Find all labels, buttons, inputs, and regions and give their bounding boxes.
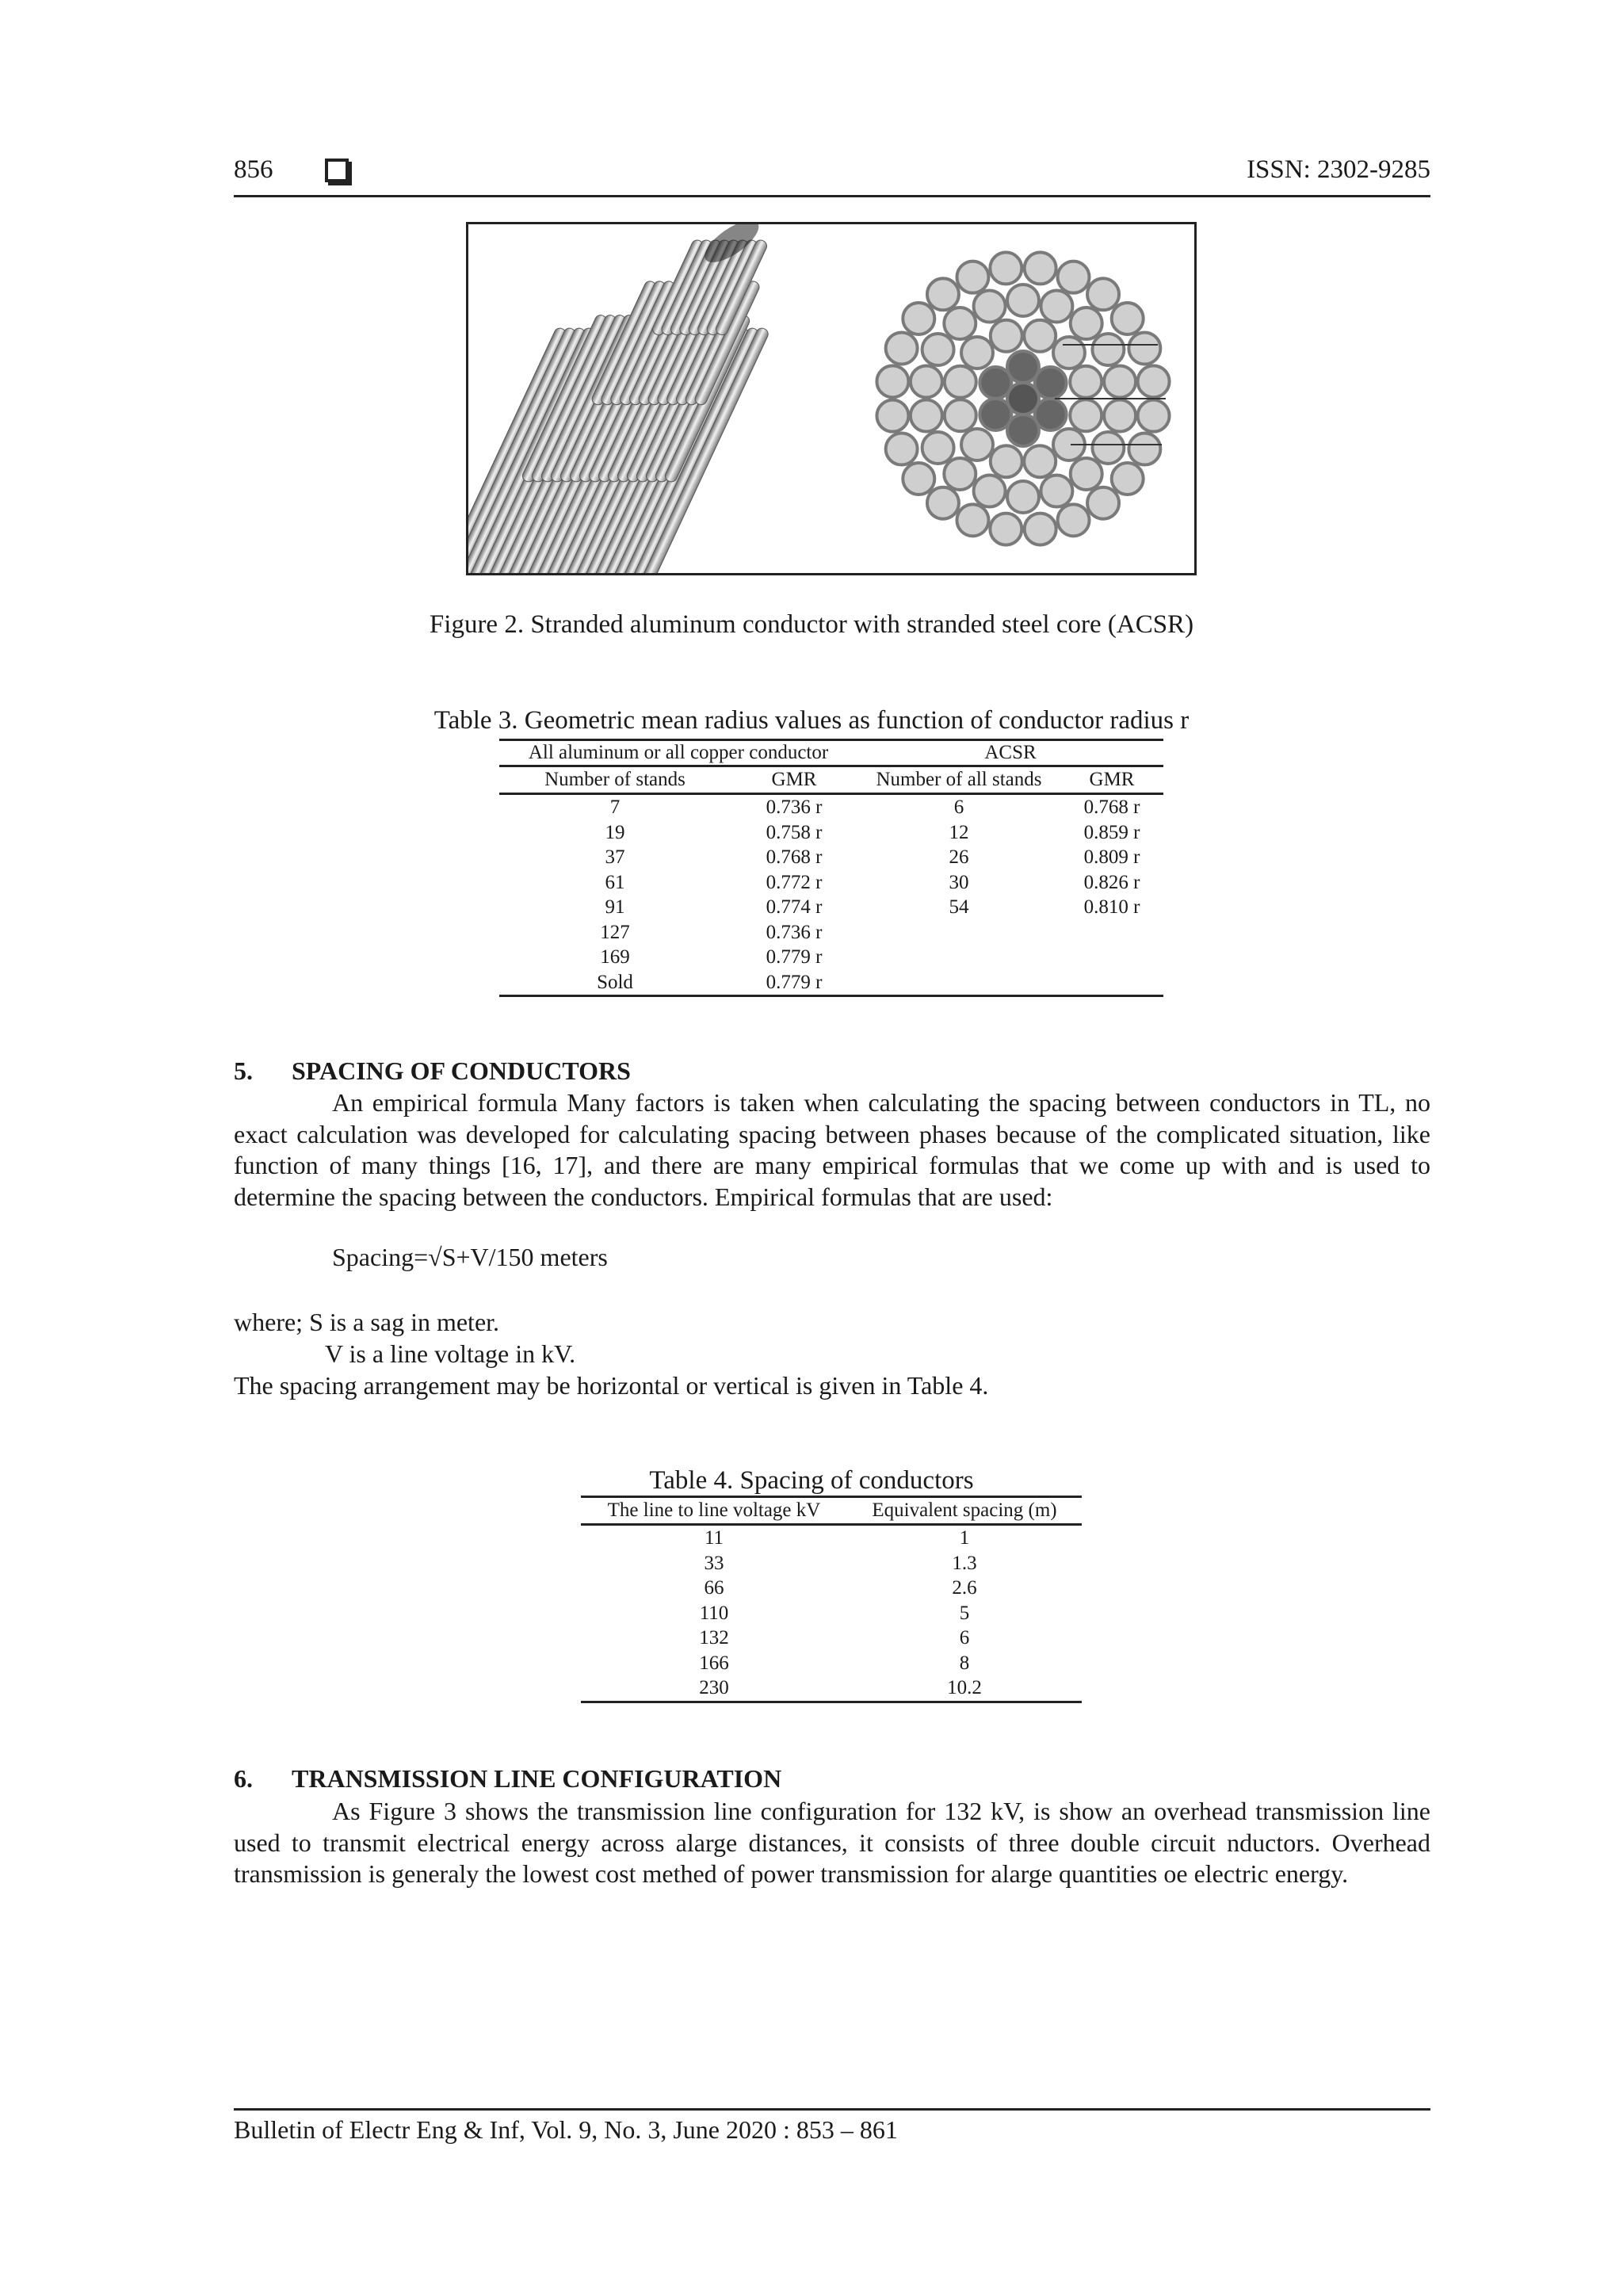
table-3-row	[499, 820, 1163, 846]
table-4-row	[581, 1601, 1082, 1626]
strand-circle	[922, 432, 954, 464]
strand-circle	[1128, 434, 1160, 465]
strand-circle	[1058, 504, 1090, 536]
table-cell: 1.3	[952, 1552, 977, 1574]
table-cell: 10.2	[947, 1677, 982, 1698]
strand-circle	[1104, 365, 1136, 397]
table-cell: 0.779 r	[766, 971, 823, 993]
strand-circle	[945, 366, 976, 398]
table-cell: 0.736 r	[766, 797, 823, 818]
table-3-column-header: Number of stands	[499, 766, 731, 794]
table-cell: 0.779 r	[766, 946, 823, 968]
table-cell: 37	[605, 846, 625, 868]
page-header	[234, 155, 1430, 197]
table-cell: 54	[949, 896, 969, 918]
strand-circle	[990, 514, 1022, 545]
strand-circle	[911, 365, 942, 397]
strand-circle	[876, 400, 908, 432]
acsr-illustration	[468, 224, 1194, 573]
table-cell: 230	[699, 1677, 729, 1698]
strand-circle	[1007, 481, 1039, 513]
strand-circle	[1071, 308, 1102, 339]
strand-circle	[944, 308, 976, 339]
issn: ISSN: 2302-9285	[1247, 155, 1430, 184]
strand-circle	[957, 262, 988, 293]
strand-circle	[1007, 285, 1039, 316]
figure-2-caption: Figure 2. Stranded aluminum conductor with stranded steel core (ACSR)	[429, 610, 1194, 639]
strand-circle	[1087, 487, 1119, 519]
table-cell: 0.758 r	[766, 821, 823, 843]
strand-circle	[1112, 303, 1144, 334]
strand-circle	[927, 487, 959, 519]
table-cell: 0.768 r	[1083, 797, 1140, 818]
strand-circle	[974, 290, 1006, 322]
table-cell: 6	[953, 797, 964, 818]
strand-circle	[1087, 278, 1119, 310]
strand-circle	[990, 252, 1022, 284]
strand-circle	[1035, 367, 1067, 399]
table-3-column-header: Number of all stands	[857, 766, 1060, 794]
strand-circle	[991, 445, 1022, 477]
table-4-row	[581, 1675, 1082, 1702]
table-cell: 132	[699, 1627, 729, 1648]
table-3-row	[499, 920, 1163, 946]
strand-circle	[1092, 432, 1124, 464]
strand-circle	[974, 476, 1006, 507]
section-5-number: 5.	[234, 1056, 253, 1085]
table-3-row	[499, 870, 1163, 896]
table-3-row	[499, 845, 1163, 870]
table-4-row	[581, 1576, 1082, 1601]
table-cell: 0.826 r	[1083, 871, 1140, 893]
strand-circle	[886, 434, 918, 465]
table-cell: 2.6	[952, 1577, 977, 1599]
strand-circle	[1138, 400, 1170, 432]
table-cell	[857, 945, 1060, 970]
section-6-paragraph: As Figure 3 shows the transmission line configuration for 132 kV, is show an overhead transmission line used to transmit electrical energy across alarge distances, it consists of three double circuit nductors. Overhead transmission is generaly the lowest cost methed of power transmission for alarge quantities oe electric energy.	[234, 1797, 1430, 1888]
table-3-row	[499, 794, 1163, 820]
section-6-title: TRANSMISSION LINE CONFIGURATION	[292, 1764, 782, 1793]
spacing-formula: Spacing=√S+V/150 meters	[332, 1243, 608, 1271]
table-cell	[1060, 970, 1163, 996]
table-cell: 12	[949, 821, 969, 843]
table-4-row	[581, 1525, 1082, 1551]
strand-circle	[927, 278, 959, 310]
strand-circle	[1058, 262, 1090, 293]
section-6-number: 6.	[234, 1764, 253, 1793]
table-cell: 5	[959, 1602, 970, 1624]
section-5-heading	[234, 1056, 631, 1086]
strand-circle	[1071, 458, 1102, 490]
table-4	[581, 1496, 1082, 1703]
table-3-row	[499, 945, 1163, 970]
table-cell: 169	[600, 946, 630, 968]
table-cell: 26	[949, 846, 969, 868]
table-3-column-header: GMR	[731, 766, 857, 794]
strand-circle	[1025, 252, 1056, 284]
strand-circle	[1092, 334, 1124, 365]
table-3-column-header: GMR	[1060, 766, 1163, 794]
cable-cross-section	[876, 252, 1169, 544]
figure-2-acsr-image	[466, 222, 1197, 575]
table-cell: 0.810 r	[1083, 896, 1140, 918]
table-cell: 1	[959, 1527, 970, 1549]
table-cell: Sold	[597, 971, 633, 993]
table-cell	[1060, 920, 1163, 946]
strand-circle	[1025, 514, 1056, 545]
table-cell: 0.736 r	[766, 921, 823, 943]
table-cell: 91	[605, 896, 625, 918]
strand-circle	[1024, 320, 1056, 352]
table-4-column-header: The line to line voltage kV	[581, 1497, 847, 1525]
table-cell: 0.809 r	[1083, 846, 1140, 868]
table-3	[499, 739, 1163, 997]
strand-circle	[1138, 365, 1170, 397]
where-line: where; S is a sag in meter.	[234, 1308, 500, 1336]
strand-circle	[876, 365, 908, 397]
strand-circle	[944, 458, 976, 490]
strand-circle	[911, 400, 942, 432]
table-cell: 11	[704, 1527, 724, 1549]
strand-circle	[991, 320, 1022, 352]
table-3-row	[499, 970, 1163, 996]
page-footer: Bulletin of Electr Eng & Inf, Vol. 9, No. 3, June 2020 : 853 – 861	[234, 2108, 1430, 2145]
strand-circle	[957, 504, 988, 536]
table-cell: 8	[959, 1652, 970, 1674]
section-6-heading	[234, 1764, 781, 1794]
square-bullet-icon	[325, 159, 349, 182]
strand-circle	[1070, 366, 1102, 398]
table-4-row	[581, 1626, 1082, 1651]
strand-circle	[961, 429, 993, 460]
strand-circle	[922, 334, 954, 365]
strand-circle	[1070, 399, 1102, 431]
strand-layer	[651, 224, 769, 337]
table-cell: 7	[609, 797, 621, 818]
table-cell: 6	[959, 1627, 970, 1648]
table-3-caption: Table 3. Geometric mean radius values as function of conductor radius r	[433, 706, 1190, 735]
table-4-column-header: Equivalent spacing (m)	[847, 1497, 1082, 1525]
table-cell	[857, 920, 1060, 946]
strand-circle	[903, 463, 934, 495]
strand-circle	[961, 337, 993, 369]
page-number: 856	[234, 155, 273, 184]
stranded-cable-perspective	[468, 224, 769, 573]
table-cell: 0.772 r	[766, 871, 823, 893]
table-3-row	[499, 895, 1163, 920]
table-cell: 0.774 r	[766, 896, 823, 918]
strand-circle	[1041, 290, 1072, 322]
table-cell: 127	[600, 921, 630, 943]
strand-circle	[1053, 337, 1085, 369]
section-5-title: SPACING OF CONDUCTORS	[292, 1056, 631, 1085]
strand-circle	[1024, 445, 1056, 477]
table-4-row	[581, 1651, 1082, 1676]
table-4-row	[581, 1551, 1082, 1576]
table-cell: 0.768 r	[766, 846, 823, 868]
table-cell: 33	[704, 1552, 724, 1574]
table-cell: 30	[949, 871, 969, 893]
strand-circle	[1112, 463, 1144, 495]
strand-circle	[980, 399, 1011, 430]
table-cell	[857, 970, 1060, 996]
strand-circle	[903, 303, 934, 334]
strand-circle	[945, 399, 976, 431]
section-5-paragraph: An empirical formula Many factors is taken when calculating the spacing between conductors in TL, no exact calculation was developed for calculating spacing between phases because of the complicated situation, like function of many things [16, 17], and there are many empirical formulas that we come up with and is used to determine the spacing between the conductors. Empirical formulas that are used:	[234, 1088, 1430, 1211]
table-cell: 166	[699, 1652, 729, 1674]
table-cell: 0.859 r	[1083, 821, 1140, 843]
table-4-caption: Table 4. Spacing of conductors	[649, 1466, 974, 1495]
table-cell: 110	[699, 1602, 729, 1624]
strand-circle	[886, 332, 918, 364]
table-cell: 66	[704, 1577, 724, 1599]
strand-circle	[1104, 400, 1136, 432]
where-line: V is a line voltage in kV.	[325, 1339, 576, 1368]
strand-circle	[1041, 476, 1072, 507]
table-3-group-header: ACSR	[857, 740, 1163, 766]
table-cell: 61	[605, 871, 625, 893]
table-3-group-header: All aluminum or all copper conductor	[499, 740, 857, 766]
where-line: The spacing arrangement may be horizontal or vertical is given in Table 4.	[234, 1371, 989, 1400]
table-cell	[1060, 945, 1163, 970]
table-cell: 19	[605, 821, 625, 843]
strand-circle	[1128, 332, 1160, 364]
